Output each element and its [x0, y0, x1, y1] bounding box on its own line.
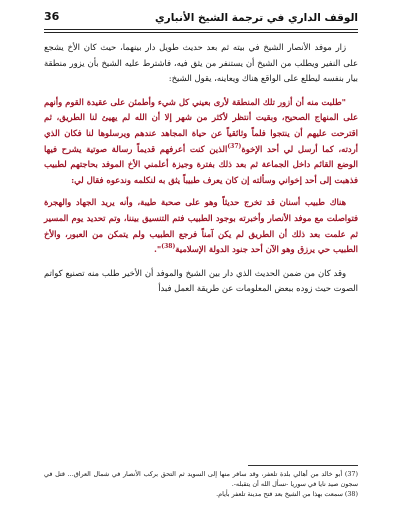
body-text [44, 40, 358, 297]
header-title: الوقف الداري في ترجمة الشيخ الأنباري [155, 12, 358, 24]
footnote-37: (37) أبو خالد من أهالي بلدة تلعفر، وقد سافر منها إلى السويد ثم التحق بركب الأنصار في شمال العراق... قتل في سجون صيد نايا في سوريا -نسأل الله أن يتقبله-. [44, 470, 358, 489]
paragraph-2-quote [44, 95, 358, 189]
paragraph-4: وقد كان من ضمن الحديث الذي دار بين الشيخ والموفد أن الأخير طلب منه تصنيع كواتم الصوت حيث زوده ببعض المعلومات عن طريقة العمل فبدأ [44, 267, 358, 294]
page-number: 36 [44, 10, 60, 23]
footnote-38: (38) سمعت بهذا من الشيخ بعد فتح مدينة تلعفر بأيام. [216, 490, 358, 499]
paragraph-1: زار موفد الأنصار الشيخ في بيته ثم بعد حديث طويل دار بينهما، حيث كان الأخ يشجع على النفير ويطلب من الشيخ أن يستنفر من يثق فيه، فاشترط عليه الشيخ بأن يزور منطقة بيار بنفسه ليطلع على الواقع هناك ويعاينه، يقول الشيخ: [44, 42, 358, 84]
header-rule [44, 29, 358, 30]
footnote-rule [248, 465, 358, 466]
header-rule-thin [44, 32, 358, 33]
quote-text-part-3: هناك طبيب أسنان قد تخرج حديثاً وهو على صحبة طيبة، وأنه يريد الجهاد والهجرة فتواصلت مع موفد الأنصار وأخبرته بوجود الطبيب فتم التنسيق بيننا، وتم تحديد يوم المسير ثم علمت بعد ذلك أن الطريق لم يكن آمناً فرجع الطبيب ولم يتمكن من العبور، والأخ الطبيب حي يرزق وهو الآن أحد جنود الدولة الإسلامية [44, 197, 358, 255]
footnotes [44, 465, 358, 500]
quote-text-part-1: "طلبت منه أن أزور تلك المنطقة لأرى بعيني كل شيء وأطمئن على عقيدة القوم وأنهم على المنهاج الصحيح، وبقيت أنتظر لأكثر من شهر إلا أن الله لم يهيئ لنا الطريق، ثم اقترحت عليهم أن ينتجوا فلماً وثائقياً عن حياة المجاهد عندهم ويرسلوها لنا فكان الذي أردته، كما أرسل لي أحد الإخوة [44, 96, 358, 154]
paragraph-3-quote [44, 195, 358, 257]
quote-text-part-2: الذين كنت أعرفهم قديماً رسالة صوتية يشرح فيها الوضع القائم داخل الجماعة ثم بعد ذلك بفترة وجيزة أعلمني الأخ الموفد بحاجتهم لطبيب فذهبت إلى أحد إخواني وسألته إن كان يعرف طبيباً يثق به لنكلمه وندعوه فقال لي: [44, 143, 358, 185]
page-header [44, 10, 358, 36]
footnote-ref-37[interactable]: (37) [227, 142, 242, 150]
quote-closing: ". [153, 244, 162, 255]
footnote-ref-38[interactable]: (38) [161, 243, 176, 251]
